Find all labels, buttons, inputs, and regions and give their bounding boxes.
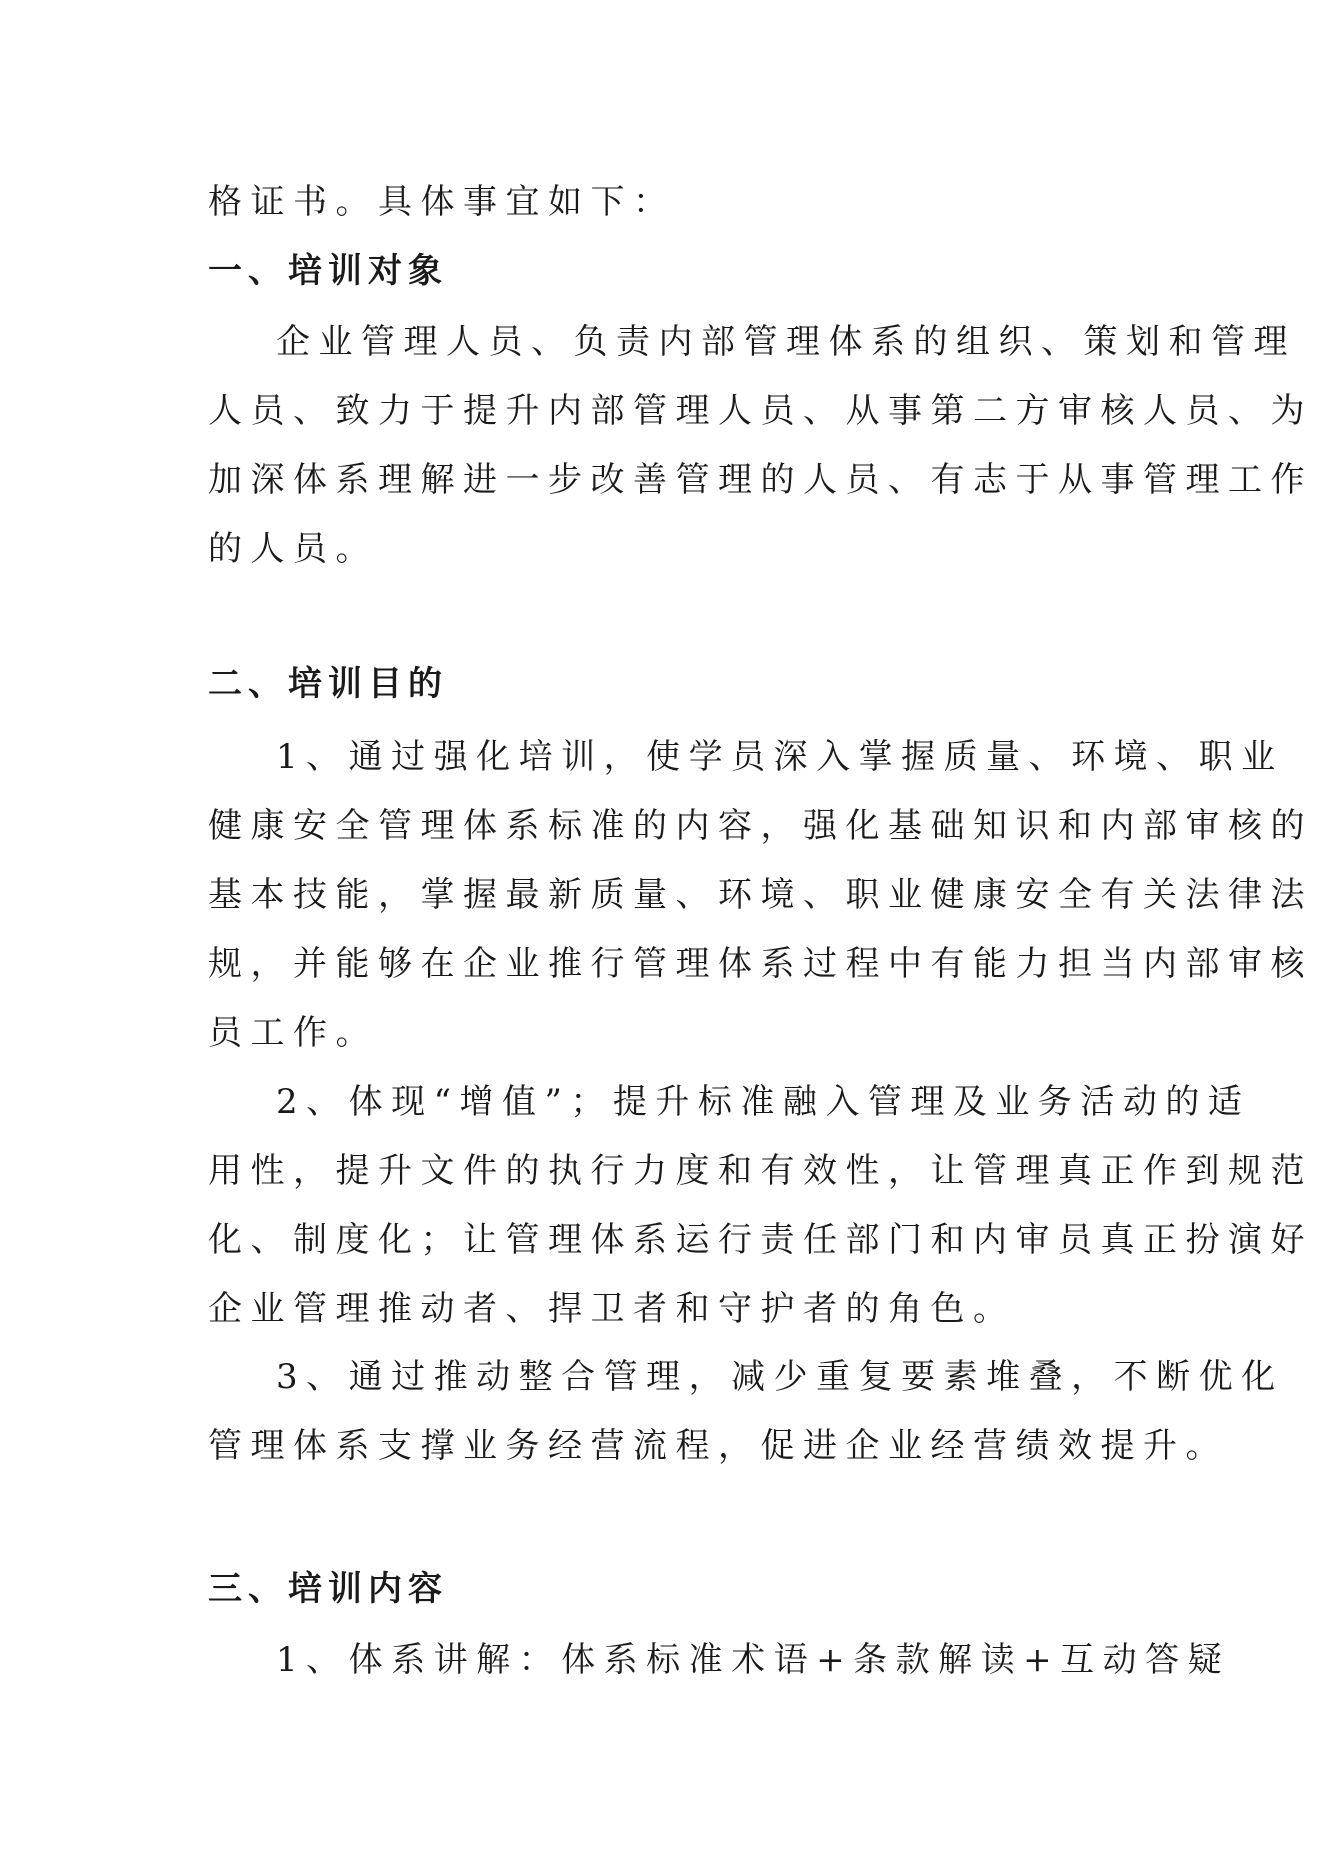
paragraph-line: 的人员。 bbox=[208, 529, 378, 569]
paragraph-line: 基本技能，掌握最新质量、环境、职业健康安全有关法律法 bbox=[208, 875, 1313, 915]
paragraph-line: 管理体系支撑业务经营流程，促进企业经营绩效提升。 bbox=[208, 1426, 1228, 1466]
paragraph-line: 健康安全管理体系标准的内容，强化基础知识和内部审核的 bbox=[208, 806, 1313, 846]
intro-line: 格证书。具体事宜如下： bbox=[208, 182, 676, 222]
paragraph-line: 3、通过推动整合管理，减少重复要素堆叠，不断优化 bbox=[276, 1357, 1284, 1397]
paragraph-line: 人员、致力于提升内部管理人员、从事第二方审核人员、为 bbox=[208, 391, 1313, 431]
paragraph-line: 加深体系理解进一步改善管理的人员、有志于从事管理工作 bbox=[208, 460, 1313, 500]
paragraph-line: 用性，提升文件的执行力度和有效性，让管理真正作到规范 bbox=[208, 1151, 1313, 1191]
paragraph-line: 化、制度化；让管理体系运行责任部门和内审员真正扮演好 bbox=[208, 1220, 1313, 1260]
paragraph-line: 1、通过强化培训，使学员深入掌握质量、环境、职业 bbox=[276, 737, 1284, 777]
paragraph-line: 规，并能够在企业推行管理体系过程中有能力担当内部审核 bbox=[208, 944, 1313, 984]
paragraph-line: 1、体系讲解：体系标准术语+条款解读+互动答疑 bbox=[276, 1640, 1231, 1680]
section-heading-training-purpose: 二、培训目的 bbox=[208, 664, 448, 704]
paragraph-line: 企业管理推动者、捍卫者和守护者的角色。 bbox=[208, 1289, 1016, 1329]
section-heading-training-targets: 一、培训对象 bbox=[208, 251, 448, 291]
section-heading-training-content: 三、培训内容 bbox=[208, 1569, 448, 1609]
paragraph-line: 2、体现“增值”；提升标准融入管理及业务活动的适 bbox=[276, 1082, 1251, 1122]
paragraph-line: 企业管理人员、负责内部管理体系的组织、策划和管理 bbox=[276, 322, 1296, 362]
paragraph-line: 员工作。 bbox=[208, 1013, 378, 1053]
